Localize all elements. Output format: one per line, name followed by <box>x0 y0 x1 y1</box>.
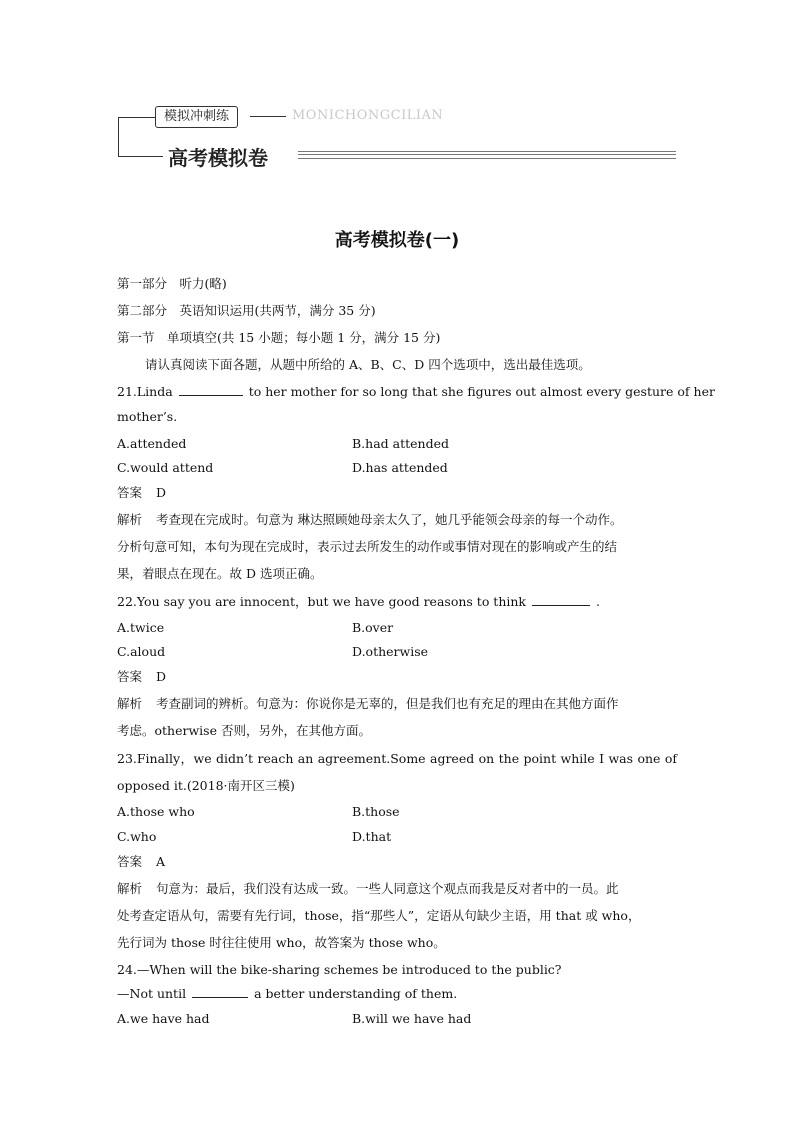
q21-blank <box>179 383 243 396</box>
q23-option-a: A.those who <box>117 804 195 819</box>
q21-stem-rest: to her mother for so long that she figures out almost every gesture of her <box>248 384 715 399</box>
header-title: 高考模拟卷 <box>168 146 268 170</box>
q21-option-b: B.had attended <box>352 436 449 451</box>
header-connector <box>250 116 286 117</box>
header-tag: 模拟冲刺练 <box>155 106 238 128</box>
instruction-text: 请认真阅读下面各题，从题中所给的 A、B、C、D 四个选项中，选出最佳选项。 <box>145 357 591 372</box>
q24-stem-end: a better understanding of them. <box>254 986 458 1001</box>
q24-option-b: B.will we have had <box>352 1011 472 1026</box>
q21-analysis-line3: 果，着眼点在现在。故 D 选项正确。 <box>117 566 323 581</box>
q22-stem-end: . <box>596 594 600 609</box>
q21-answer-value: D <box>156 485 167 500</box>
q21-stem-line1 <box>117 383 715 401</box>
q21-analysis-line1 <box>117 511 623 529</box>
q21-analysis-text: 考查现在完成时。句意为 琳达照顾她母亲太久了，她几乎能领会母亲的每一个动作。 <box>156 512 623 527</box>
q22-blank <box>532 593 590 606</box>
q23-stem-line2: opposed it.(2018·南开区三模) <box>117 778 295 793</box>
q23-stem-line1: 23.Finally，we didn’t reach an agreement.Some agreed on the point while I was one of <box>117 751 677 766</box>
q22-stem-start: 22.You say you are innocent，but we have good reasons to think <box>117 594 527 609</box>
q23-answer <box>117 853 165 871</box>
q22-option-b: B.over <box>352 620 394 635</box>
analysis-label: 解析 <box>117 881 143 896</box>
q21-analysis-line2: 分析句意可知，本句为现在完成时，表示过去所发生的动作或事情对现在的影响或产生的结 <box>117 539 618 554</box>
q24-blank <box>192 985 248 998</box>
q23-analysis-line2: 处考查定语从句，需要有先行词，those，指“那些人”，定语从句缺少主语，用 that 或 who， <box>117 908 641 923</box>
q21-stem-start: 21.Linda <box>117 384 173 399</box>
q22-analysis-line2: 考虑。otherwise 否则，另外，在其他方面。 <box>117 723 371 738</box>
q22-analysis-line1 <box>117 695 619 713</box>
q22-option-a: A.twice <box>117 620 165 635</box>
answer-label: 答案 <box>117 854 143 869</box>
part1-heading: 第一部分 听力(略) <box>117 276 227 291</box>
q22-option-d: D.otherwise <box>352 644 429 659</box>
q21-answer <box>117 484 166 502</box>
q22-answer-value: D <box>156 669 167 684</box>
answer-label: 答案 <box>117 669 143 684</box>
q23-option-b: B.those <box>352 804 400 819</box>
q21-option-c: C.would attend <box>117 460 214 475</box>
answer-label: 答案 <box>117 485 143 500</box>
q22-analysis-text: 考查副词的辨析。句意为：你说你是无辜的，但是我们也有充足的理由在其他方面作 <box>156 696 619 711</box>
q24-stem-line1: 24.—When will the bike-sharing schemes be introduced to the public? <box>117 962 562 977</box>
q22-stem <box>117 593 600 611</box>
q23-analysis-line1 <box>117 880 619 898</box>
part2-heading: 第二部分 英语知识运用(共两节，满分 35 分) <box>117 303 376 318</box>
analysis-label: 解析 <box>117 512 143 527</box>
header-pinyin: MONICHONGCILIAN <box>292 108 444 123</box>
q23-analysis-line3: 先行词为 those 时往往使用 who，故答案为 those who。 <box>117 935 446 950</box>
q22-answer <box>117 668 166 686</box>
q21-option-d: D.has attended <box>352 460 448 475</box>
q21-option-a: A.attended <box>117 436 187 451</box>
q24-stem-start: —Not until <box>117 986 187 1001</box>
q22-option-c: C.aloud <box>117 644 166 659</box>
q23-option-d: D.that <box>352 829 392 844</box>
header-rule <box>298 151 676 159</box>
q23-answer-value: A <box>156 854 166 869</box>
q21-stem-line2: mother’s. <box>117 409 178 424</box>
analysis-label: 解析 <box>117 696 143 711</box>
q23-option-c: C.who <box>117 829 157 844</box>
document-title: 高考模拟卷(一) <box>334 230 460 251</box>
q23-analysis-text: 句意为：最后，我们没有达成一致。一些人同意这个观点而我是反对者中的一员。此 <box>156 881 619 896</box>
q24-stem-line2 <box>117 985 457 1003</box>
q24-option-a: A.we have had <box>117 1011 210 1026</box>
section1-heading: 第一节 单项填空(共 15 小题；每小题 1 分，满分 15 分) <box>117 330 441 345</box>
